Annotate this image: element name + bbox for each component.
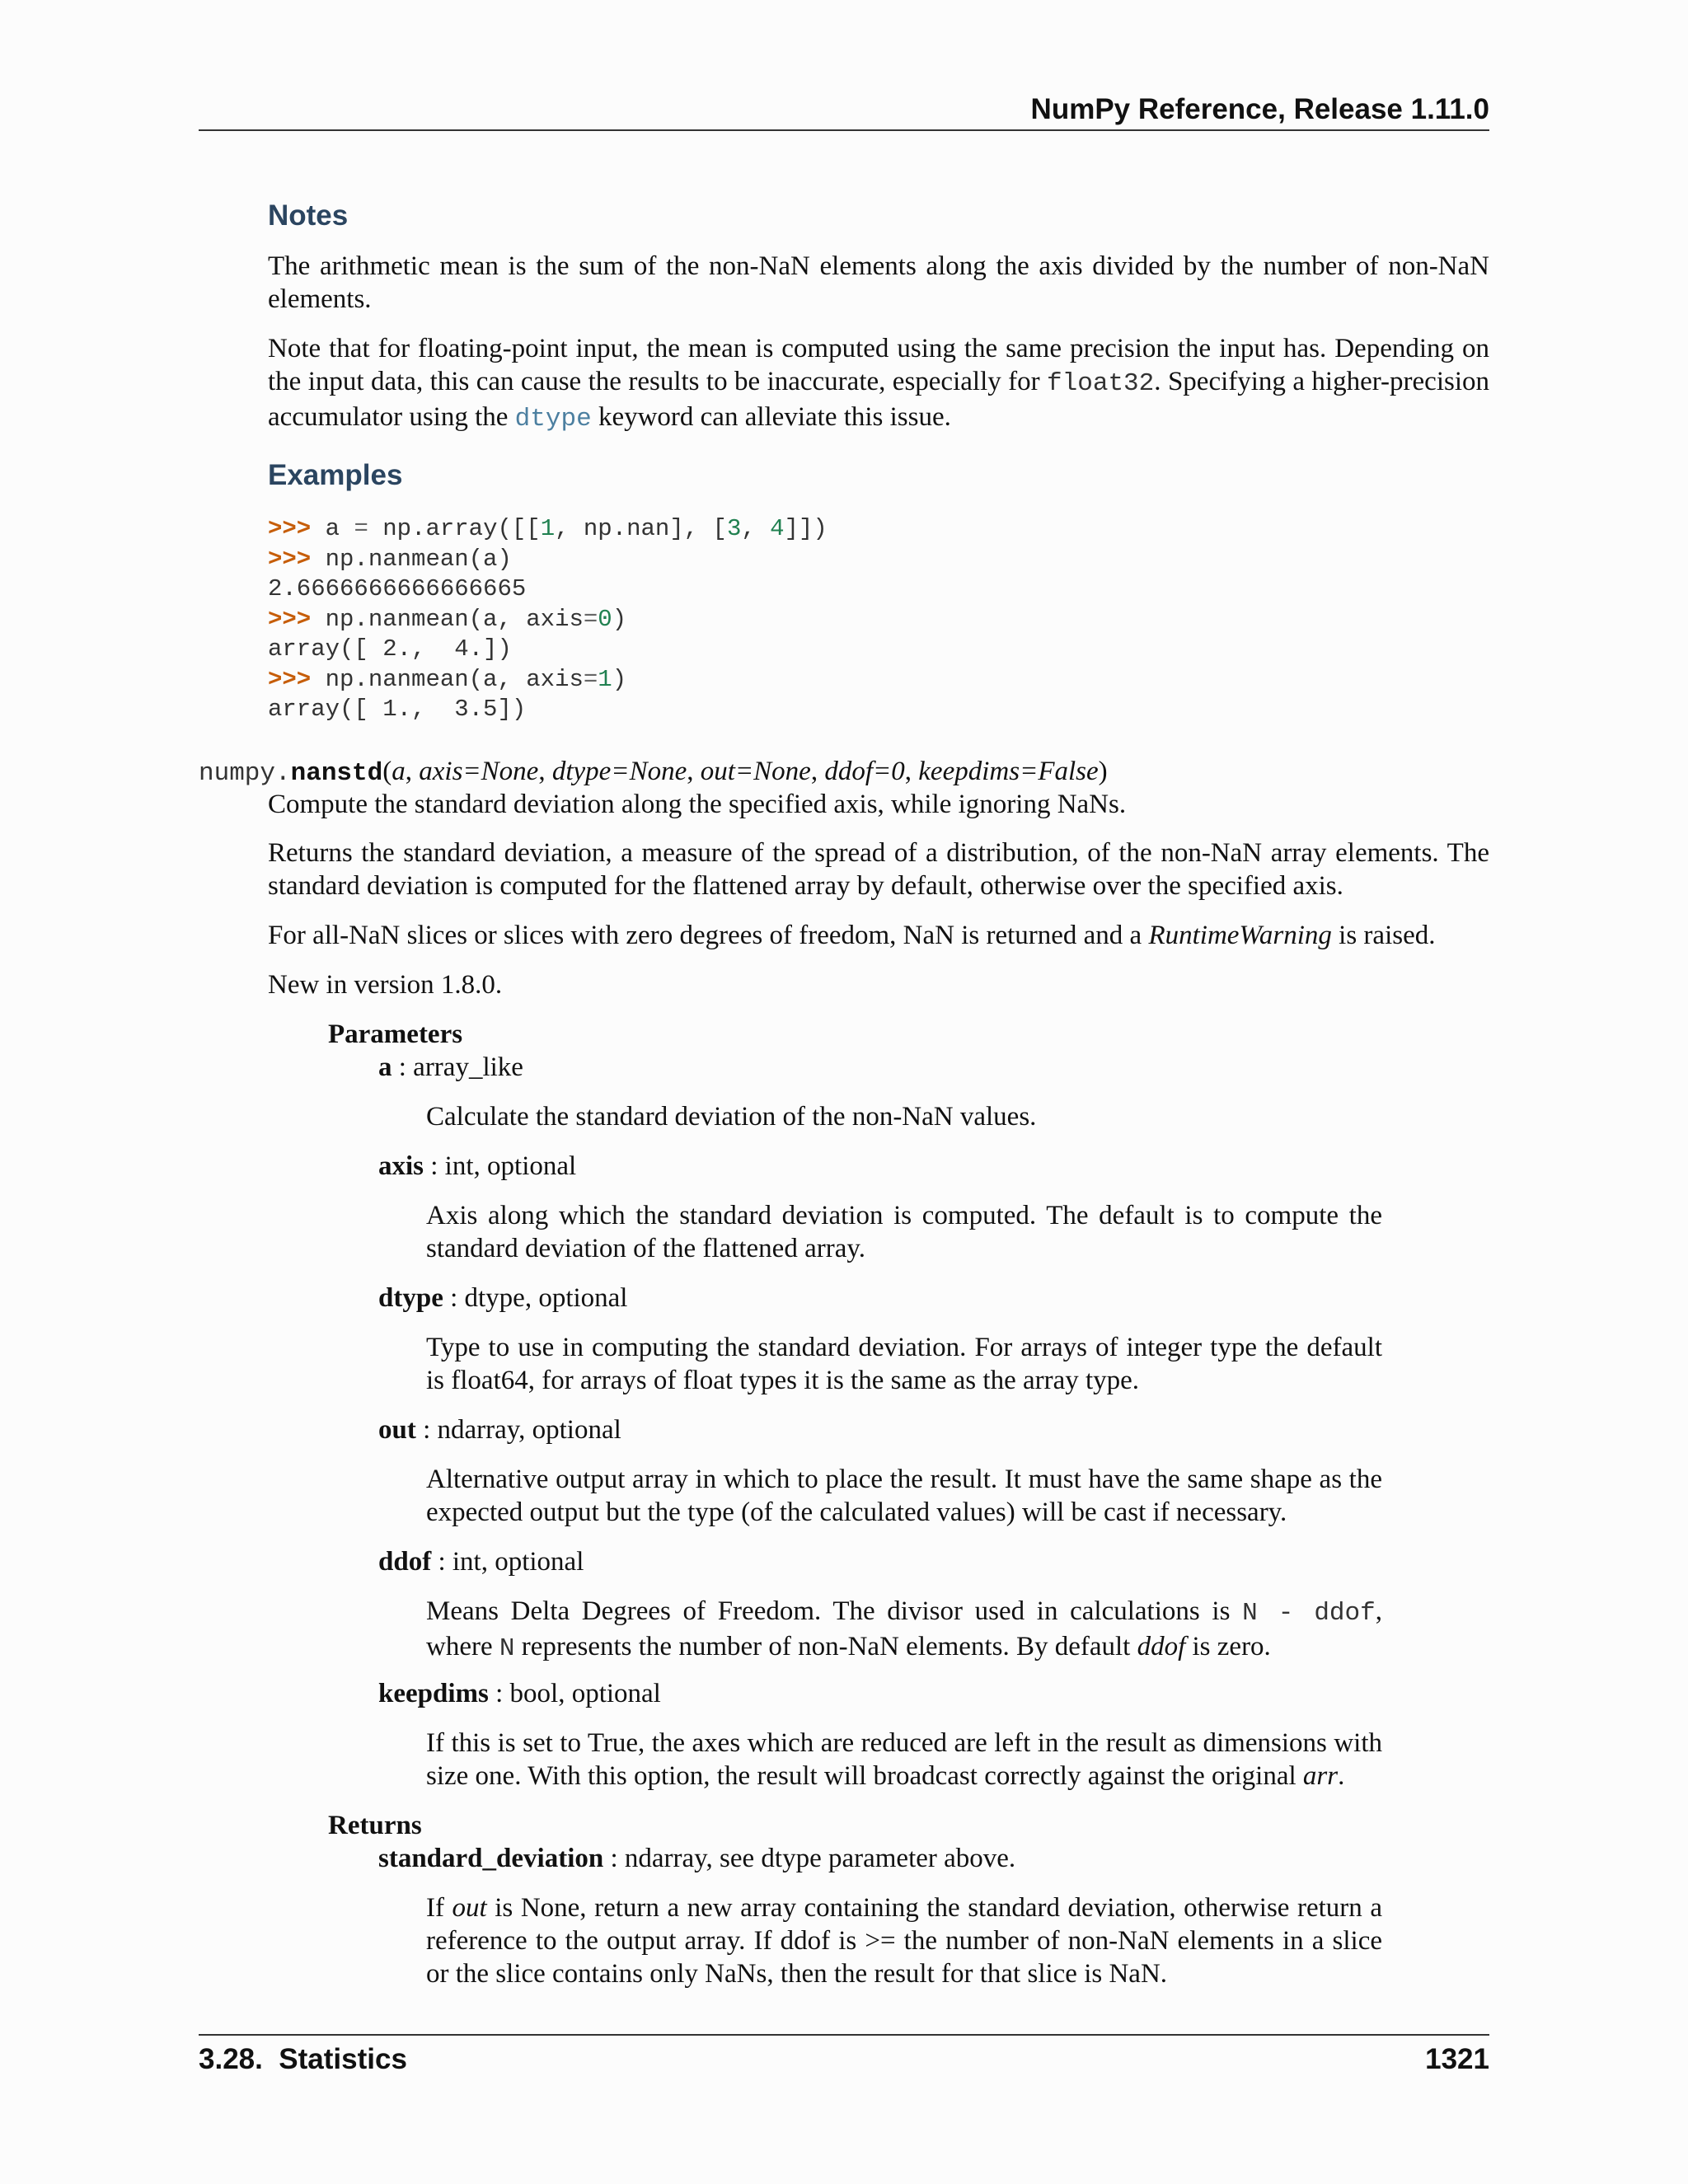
summary-line: Compute the standard deviation along the specified axis, while ignoring NaNs. [268,790,1127,819]
running-header: NumPy Reference, Release 1.11.0 [1030,93,1489,125]
param-axis: axis : int, optional [378,1151,577,1181]
examples-heading: Examples [268,459,403,491]
param-a-description: Calculate the standard deviation of the non-NaN values. [426,1102,1037,1132]
inline-code-float32: float32 [1047,369,1155,398]
param-dtype: dtype : dtype, optional [378,1283,628,1313]
parameters-heading: Parameters [328,1019,463,1049]
description-paragraph-1: Returns the standard deviation, a measure of the spread of a distribution, of the non-NaN array elements. The standard deviation is computed for the flattened array by default, otherwise over the specified axis. [268,838,1489,901]
header-rule [199,129,1489,131]
signature-arg: ddof=0 [824,757,905,786]
param-keepdims-description: If this is set to True, the axes which are reduced are left in the result as dimensions with size one. With this option, the result will broadcast correctly against the original arr. [426,1728,1382,1791]
param-axis-description: Axis along which the standard deviation is computed. The default is to compute the standard deviation of the flattened array. [426,1201,1382,1263]
notes-heading: Notes [268,199,349,232]
returns-heading: Returns [328,1811,422,1840]
function-signature: numpy.nanstd(a, axis=None, dtype=None, out=None, ddof=0, keepdims=False) [199,757,1108,788]
param-out-description: Alternative output array in which to place the result. It must have the same shape as the expected output but the type (of the calculated values) will be cast if necessary. [426,1465,1382,1527]
notes-paragraph-1: The arithmetic mean is the sum of the non-NaN elements along the axis divided by the number of non-NaN elements. [268,251,1489,314]
notes-paragraph-2: Note that for floating-point input, the mean is computed using the same precision the input has. Depending on the input data, this can cause the results to be inaccurate, especially for float32. Specifying a higher-precision accumulator using the dtype keyword can alleviate this issue. [268,334,1489,434]
code-line: >>> a = np.array([[1, np.nan], [3, 4]]) [268,515,828,542]
param-out: out : ndarray, optional [378,1415,621,1445]
footer-section-title: 3.28. Statistics [199,2043,407,2075]
signature-name: nanstd [290,759,383,788]
signature-arg: out=None [700,757,811,786]
param-ddof-description: Means Delta Degrees of Freedom. The divisor used in calculations is N - ddof, where N represents the number of non-NaN elements. By default ddof is zero. [426,1596,1382,1663]
param-dtype-description: Type to use in computing the standard deviation. For arrays of integer type the default is float64, for arrays of float types it is the same as the array type. [426,1333,1382,1395]
code-output: 2.6666666666666665 [268,575,527,602]
signature-arg: axis=None [419,757,539,786]
signature-arg: keepdims=False [918,757,1099,786]
code-output: array([ 1., 3.5]) [268,696,527,723]
code-line: >>> np.nanmean(a, axis=1) [268,665,627,693]
signature-module: numpy. [199,759,291,788]
inline-code: N [499,1634,515,1663]
code-line: >>> np.nanmean(a) [268,545,512,573]
inline-code: N - ddof [1242,1599,1376,1628]
code-line: >>> np.nanmean(a, axis=0) [268,605,627,633]
version-note: New in version 1.8.0. [268,970,503,1000]
return-description: If out is None, return a new array containing the standard deviation, otherwise return a reference to the output array. If ddof is >= the number of non-NaN elements in a slice or the slice contains only NaNs, then the result for that slice is NaN. [426,1893,1382,1989]
footer-rule [199,2034,1489,2036]
return-value: standard_deviation : ndarray, see dtype parameter above. [378,1844,1016,1873]
param-keepdims: keepdims : bool, optional [378,1679,661,1708]
param-a: a : array_like [378,1052,523,1082]
dtype-link[interactable]: dtype [514,405,592,434]
signature-arg: a [392,757,406,786]
example-code-block [268,514,828,725]
signature-arg: dtype=None [551,757,687,786]
description-paragraph-2: For all-NaN slices or slices with zero degrees of freedom, NaN is returned and a RuntimeWarning is raised. [268,921,1436,950]
code-output: array([ 2., 4.]) [268,635,512,663]
param-ddof: ddof : int, optional [378,1547,584,1577]
page-number: 1321 [1425,2043,1489,2075]
